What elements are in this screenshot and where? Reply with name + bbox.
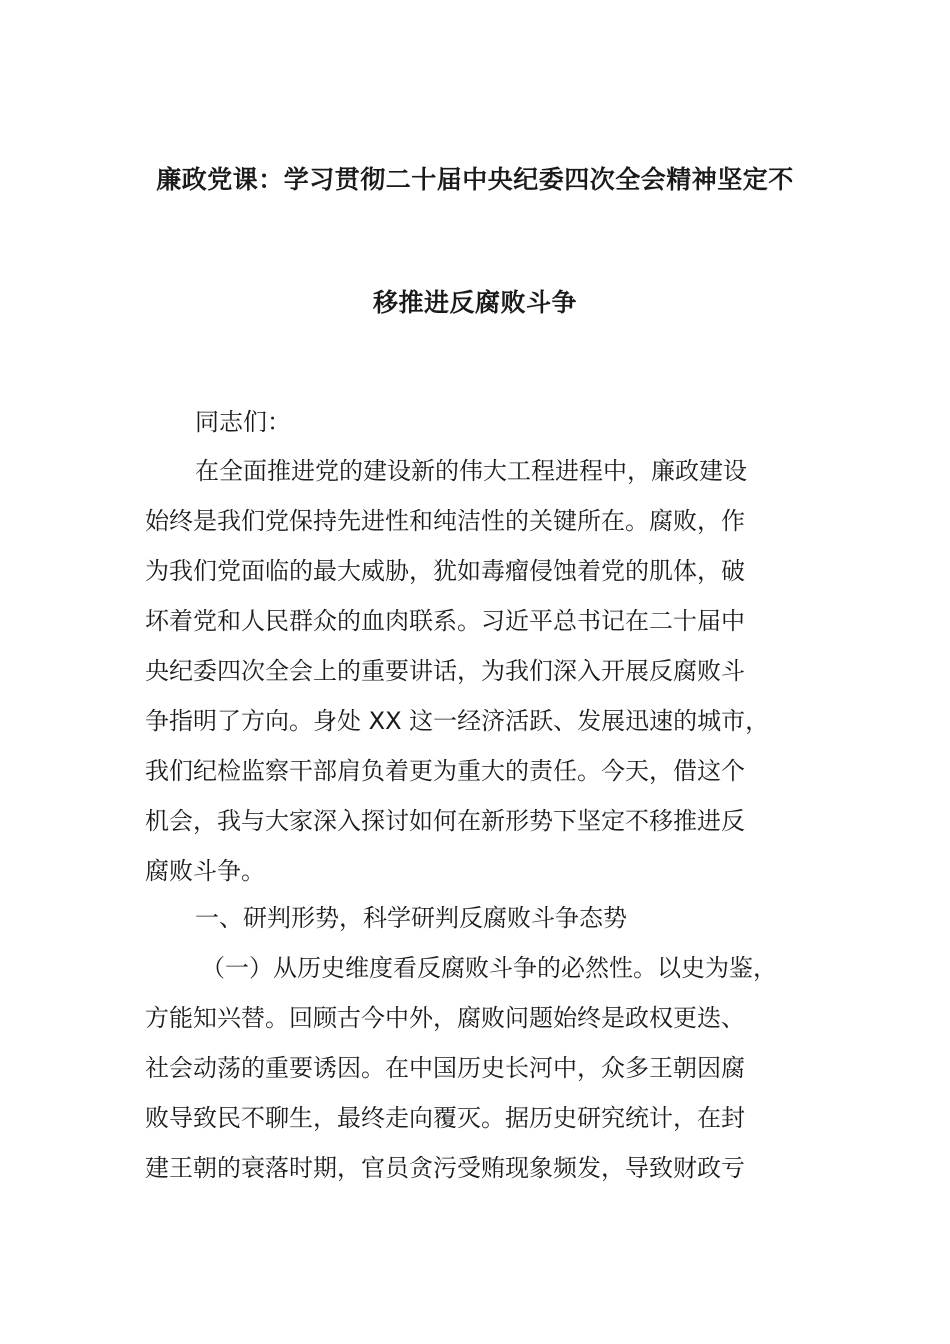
paragraph-line: 为我们党面临的最大威胁，犹如毒瘤侵蚀着党的肌体，破	[145, 557, 745, 585]
paragraph-line: 建王朝的衰落时期，官员贪污受贿现象频发，导致财政亏	[145, 1154, 745, 1182]
greeting	[145, 397, 815, 447]
paragraph-history	[145, 943, 815, 1193]
paragraph-line: 争指明了方向。身处 XX 这一经济活跃、发展迅速的城市，	[145, 707, 770, 735]
paragraph-line: 机会，我与大家深入探讨如何在新形势下坚定不移推进反	[145, 807, 745, 835]
paragraph-line: 腐败斗争。	[145, 857, 265, 885]
paragraph-line: 社会动荡的重要诱因。在中国历史长河中，众多王朝因腐	[145, 1054, 745, 1082]
paragraph-line: 我们纪检监察干部肩负着更为重大的责任。今天，借这个	[145, 757, 745, 785]
paragraph-line: 方能知兴替。回顾古今中外，腐败问题始终是政权更迭、	[145, 1004, 745, 1032]
document-title-line-2: 移推进反腐败斗争	[372, 288, 577, 317]
paragraph-line: 央纪委四次全会上的重要讲话，为我们深入开展反腐败斗	[145, 657, 745, 685]
document-title-line-1: 廉政党课：学习贯彻二十届中央纪委四次全会精神坚定不	[156, 165, 794, 194]
paragraph-line: 在全面推进党的建设新的伟大工程进程中，廉政建设	[195, 457, 747, 485]
section-1-heading	[145, 893, 815, 943]
paragraph-line: 败导致民不聊生，最终走向覆灭。据历史研究统计，在封	[145, 1104, 745, 1132]
paragraph-line: 坏着党和人民群众的血肉联系。习近平总书记在二十届中	[145, 607, 745, 635]
greeting-text: 同志们：	[195, 408, 291, 436]
paragraph-intro	[145, 446, 815, 896]
paragraph-line: （一）从历史维度看反腐败斗争的必然性。以史为鉴，	[201, 954, 777, 982]
paragraph-line: 始终是我们党保持先进性和纯洁性的关键所在。腐败，作	[145, 507, 745, 535]
section-heading-text: 一、研判形势，科学研判反腐败斗争态势	[195, 904, 627, 932]
